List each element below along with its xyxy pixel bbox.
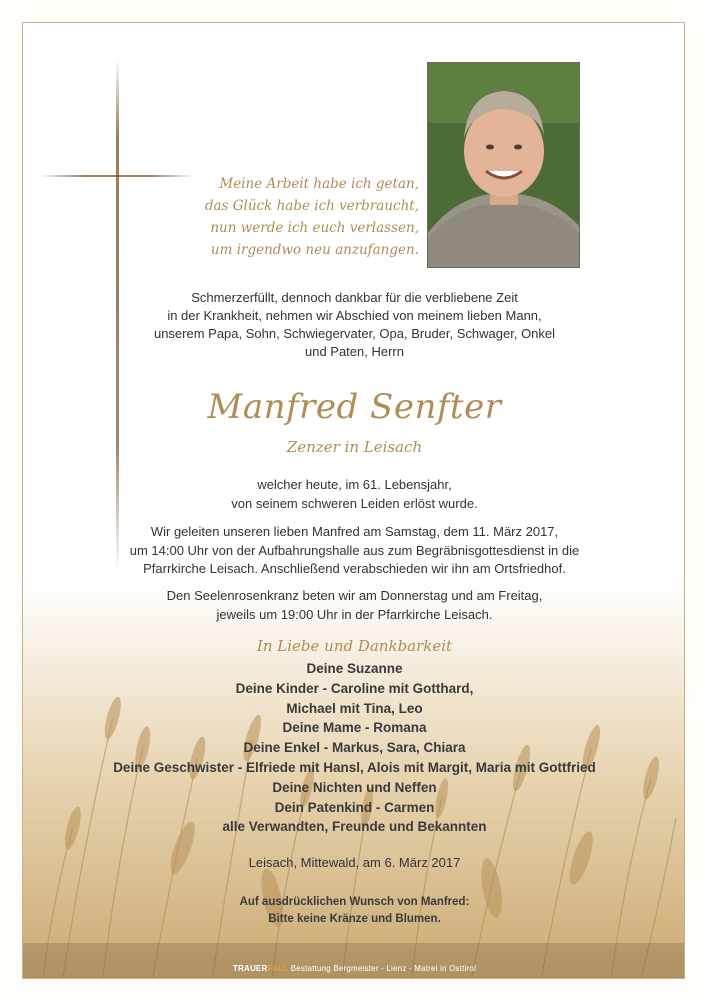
deceased-name: Manfred Senfter [207,387,502,427]
family-line: Michael mit Tina, Leo [286,700,423,716]
footer-brand-b: FALL [267,964,289,973]
intro-line: in der Krankheit, nehmen wir Abschied von meinem lieben Mann, [167,308,542,323]
rosary-line: Den Seelenrosenkranz beten wir am Donnerstag und am Freitag, [166,588,543,603]
place-and-date: Leisach, Mittewald, am 6. März 2017 [248,855,461,870]
family-line: Dein Patenkind - Carmen [274,799,435,815]
death-line: welcher heute, im 61. Lebensjahr, [257,477,452,492]
footer-brand-a: TRAUER [232,964,268,973]
funeral-line: Wir geleiten unseren lieben Manfred am Samstag, dem 11. März 2017, [150,524,559,539]
family-line: Deine Mame - Romana [282,720,427,736]
footer-text: Bestattung Bergmeister - Lienz - Matrei in Osttirol [290,964,477,973]
thanks-heading: In Liebe und Dankbarkeit [256,637,453,655]
funeral-line: um 14:00 Uhr von der Aufbahrungshalle aus zum Begräbnisgottesdienst in die [129,542,580,558]
memorial-poem [173,173,419,261]
portrait-illustration [428,63,580,268]
undertaker-footer [23,964,685,973]
poem-line: um irgendwo neu anzufangen. [210,242,419,258]
poem-line: Meine Arbeit habe ich getan, [219,176,419,192]
wish-line: Bitte keine Kränze und Blumen. [268,913,441,925]
poem-line: das Glück habe ich verbraucht, [204,198,419,214]
deceased-nickname: Zenzer in Leisach [286,438,423,456]
no-flowers-request [23,894,685,928]
death-announcement [23,476,685,513]
family-line: Deine Geschwister - Elfriede mit Hansl, Alois mit Margit, Maria mit Gottfried [113,759,596,775]
intro-line: unserem Papa, Sohn, Schwiegervater, Opa, Bruder, Schwager, Onkel [153,326,556,341]
cross-horizontal-beam [39,175,195,177]
death-line: von seinem schweren Leiden erlöst wurde. [231,495,478,511]
intro-text [23,289,685,361]
portrait-photo [427,62,580,268]
family-line: Deine Suzanne [306,661,403,676]
family-list [23,659,685,837]
intro-line: und Paten, Herrn [304,344,404,359]
funeral-details [23,523,685,579]
poem-line: nun werde ich euch verlassen, [210,220,419,236]
wish-line: Auf ausdrücklichen Wunsch von Manfred: [239,896,470,908]
rosary-details [23,587,685,624]
family-line: alle Verwandten, Freunde und Bekannten [222,819,487,835]
family-line: Deine Nichten und Neffen [272,779,437,795]
rosary-line: jeweils um 19:00 Uhr in der Pfarrkirche Leisach. [216,606,493,622]
funeral-line: Pfarrkirche Leisach. Anschließend verabschieden wir ihn am Ortsfriedhof. [143,561,566,576]
family-line: Deine Enkel - Markus, Sara, Chiara [243,740,466,756]
family-line: Deine Kinder - Caroline mit Gotthard, [235,680,474,696]
intro-line: Schmerzerfüllt, dennoch dankbar für die verbliebene Zeit [191,290,518,305]
card-frame [22,22,685,979]
